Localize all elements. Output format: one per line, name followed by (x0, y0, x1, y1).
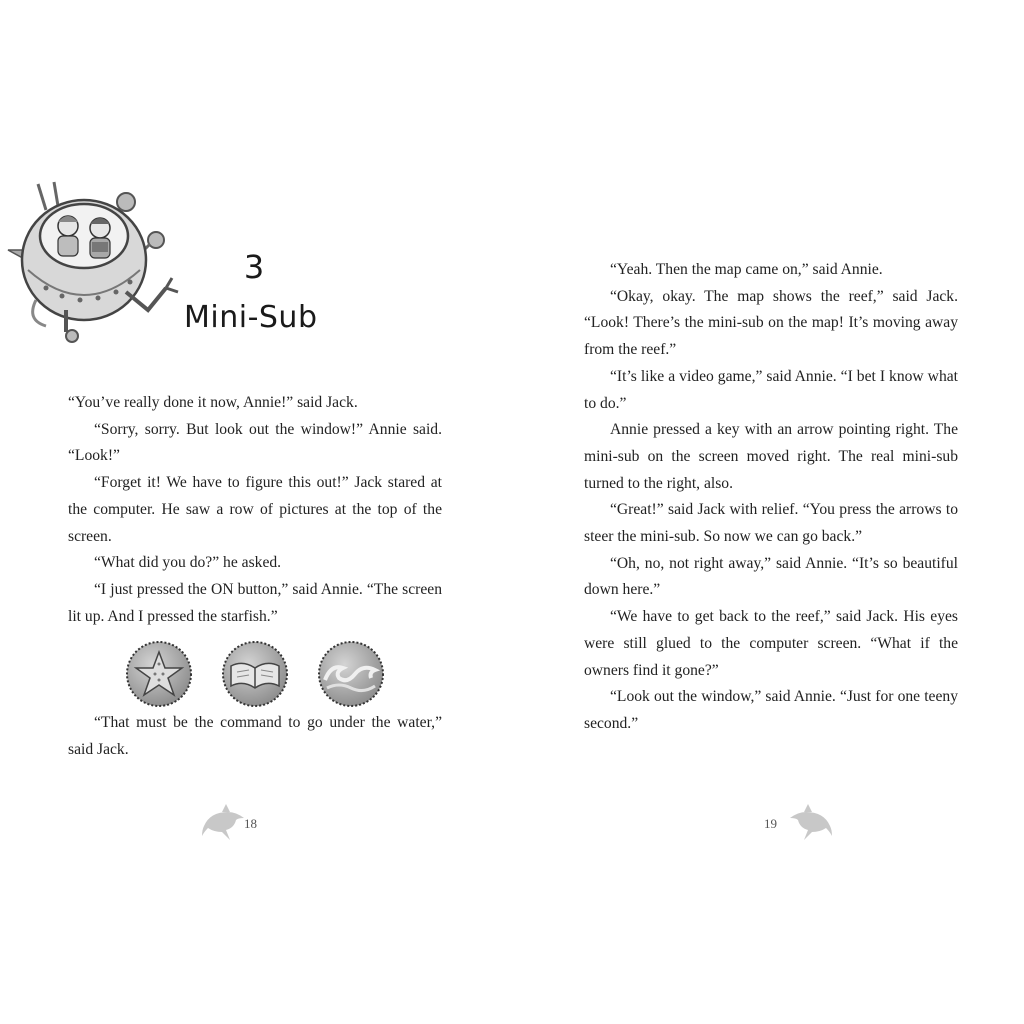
page-footer-left (200, 802, 270, 846)
right-page (512, 0, 1024, 1024)
paragraph: “Okay, okay. The map shows the reef,” said Jack. “Look! There’s the mini-sub on the map! It’s moving away from the reef.” (584, 287, 958, 359)
paragraph: Annie pressed a key with an arrow pointing right. The mini-sub on the screen moved right. The real mini-sub turned to the right, also. (584, 421, 958, 492)
starfish-icon (127, 642, 191, 706)
left-page-text-top (68, 390, 442, 630)
paragraph: “Oh, no, not right away,” said Annie. “It’s so beautiful down here.” (584, 554, 958, 599)
paragraph: “Forget it! We have to figure this out!” Jack stared at the computer. He saw a row of pictures at the top of the screen. (68, 474, 442, 545)
paragraph: “Look out the window,” said Annie. “Just for one teeny second.” (584, 688, 958, 732)
paragraph: “I just pressed the ON button,” said Annie. “The screen lit up. And I pressed the starfish.” (68, 580, 442, 625)
book-icon (223, 642, 287, 706)
computer-button-row (125, 640, 387, 708)
paragraph: “It’s like a video game,” said Annie. “I bet I know what to do.” (584, 367, 958, 412)
left-page-text-bottom (68, 710, 442, 763)
paragraph: “What did you do?” he asked. (94, 554, 282, 572)
paragraph: “We have to get back to the reef,” said Jack. His eyes were still glued to the computer screen. “What if the owners find it gone?” (584, 608, 958, 679)
paragraph: “That must be the command to go under the water,” said Jack. (68, 714, 442, 758)
dolphin-icon (200, 802, 248, 842)
chapter-number: 3 (243, 248, 265, 286)
paragraph: “You’ve really done it now, Annie!” said Jack. (68, 394, 358, 411)
right-page-text (584, 257, 958, 738)
chapter-title: Mini-Sub (184, 300, 318, 335)
paragraph: “Yeah. Then the map came on,” said Annie. (610, 261, 883, 278)
page-number: 18 (244, 816, 257, 831)
paragraph: “Sorry, sorry. But look out the window!” Annie said. “Look!” (68, 420, 442, 465)
dolphin-icon (786, 802, 834, 842)
mini-sub-illustration (6, 180, 196, 345)
page-number: 19 (764, 816, 777, 831)
page-footer-right (760, 802, 836, 846)
paragraph: “Great!” said Jack with relief. “You press the arrows to steer the mini-sub. So now we can go back.” (584, 501, 958, 546)
wave-icon (319, 642, 383, 706)
